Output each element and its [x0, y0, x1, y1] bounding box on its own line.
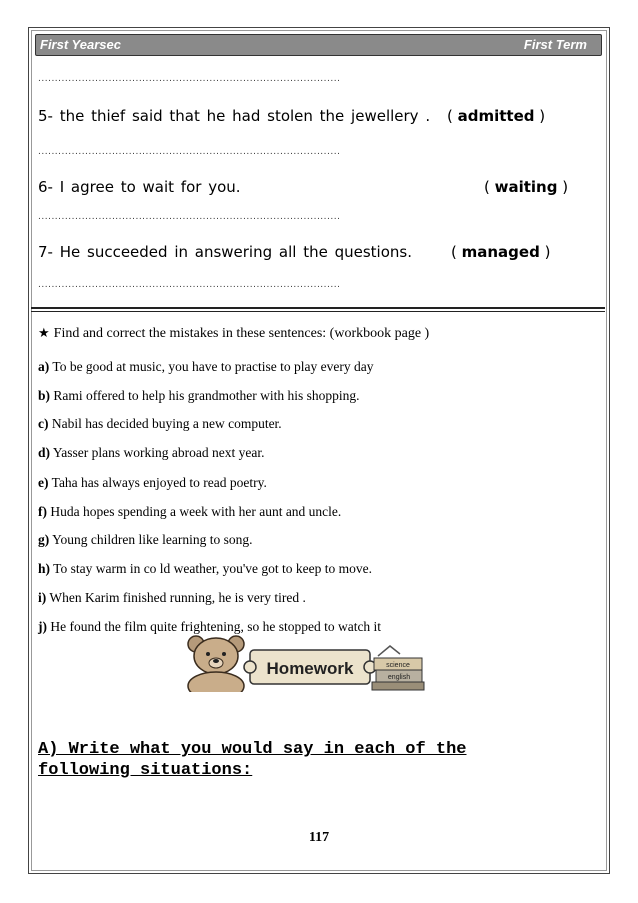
item-letter: b)	[38, 388, 51, 403]
item-text: To be good at music, you have to practise to play every day	[52, 359, 374, 374]
header-grade: First Yearsec	[40, 37, 121, 52]
hint-word: managed	[461, 243, 540, 261]
hint-5: ( admitted )	[447, 107, 546, 125]
hint-7: ( managed )	[451, 243, 551, 261]
mistake-item	[38, 475, 267, 491]
book-label: science	[386, 662, 410, 669]
homework-title: Homework	[266, 659, 354, 678]
item-text: Nabil has decided buying a new computer.	[51, 416, 282, 431]
answer-line: ..........................................................................................	[38, 212, 341, 222]
page-number: 117	[308, 830, 330, 845]
item-letter: j)	[38, 619, 47, 634]
divider	[31, 307, 605, 309]
item-letter: d)	[38, 445, 51, 460]
mistake-item	[38, 445, 264, 461]
hint-word: waiting	[494, 178, 558, 196]
section-line-1: A) Write what you would say in each of the	[38, 740, 467, 759]
mistake-item	[38, 504, 341, 520]
page-header	[35, 34, 602, 56]
homework-banner	[178, 632, 426, 692]
star-icon: ★	[38, 326, 50, 341]
item-text: Young children like learning to song.	[52, 532, 253, 547]
item-text: To stay warm in co ld weather, you've got to keep to move.	[53, 561, 373, 576]
book-label: english	[387, 674, 411, 681]
divider	[31, 311, 605, 312]
hint-6: ( waiting )	[484, 178, 569, 196]
sentence-6: 6- I agree to wait for you.	[38, 178, 241, 196]
item-letter: g)	[38, 532, 50, 547]
section-line-2: following situations:	[38, 761, 253, 780]
item-text: Rami offered to help his grandmother with his shopping.	[53, 388, 360, 403]
header-term: First Term	[523, 37, 587, 52]
hint-word: admitted	[457, 107, 535, 125]
item-text: Yasser plans working abroad next year.	[52, 445, 265, 460]
item-letter: f)	[38, 504, 47, 519]
item-letter: e)	[38, 475, 49, 490]
mistake-item	[38, 416, 282, 432]
mistake-item	[38, 359, 373, 375]
item-text: Huda hopes spending a week with her aunt and uncle.	[50, 504, 342, 519]
sentence-5: 5- the thief said that he had stolen the jewellery .	[38, 107, 431, 125]
mistake-item	[38, 590, 306, 606]
books-icon	[372, 646, 424, 690]
mistake-item	[38, 388, 359, 404]
item-letter: c)	[38, 416, 49, 431]
homework-scroll	[244, 650, 376, 684]
instruction-text: Find and correct the mistakes in these sentences: (workbook page )	[53, 326, 430, 341]
mistake-item	[38, 532, 252, 548]
teddy-bear-icon	[188, 636, 244, 692]
answer-line: ..........................................................................................	[38, 280, 341, 290]
item-text: He found the film quite frightening, so he stopped to watch it	[50, 619, 382, 634]
mistake-item	[38, 561, 372, 577]
instruction	[38, 326, 429, 342]
answer-line: ..........................................................................................	[38, 74, 341, 84]
section-heading	[38, 739, 466, 781]
item-letter: h)	[38, 561, 51, 576]
item-text: Taha has always enjoyed to read poetry.	[51, 475, 267, 490]
answer-line: ..........................................................................................	[38, 147, 341, 157]
item-text: When Karim finished running, he is very tired .	[49, 590, 306, 605]
sentence-7: 7- He succeeded in answering all the questions.	[38, 243, 412, 261]
item-letter: a)	[38, 359, 50, 374]
item-letter: i)	[38, 590, 47, 605]
